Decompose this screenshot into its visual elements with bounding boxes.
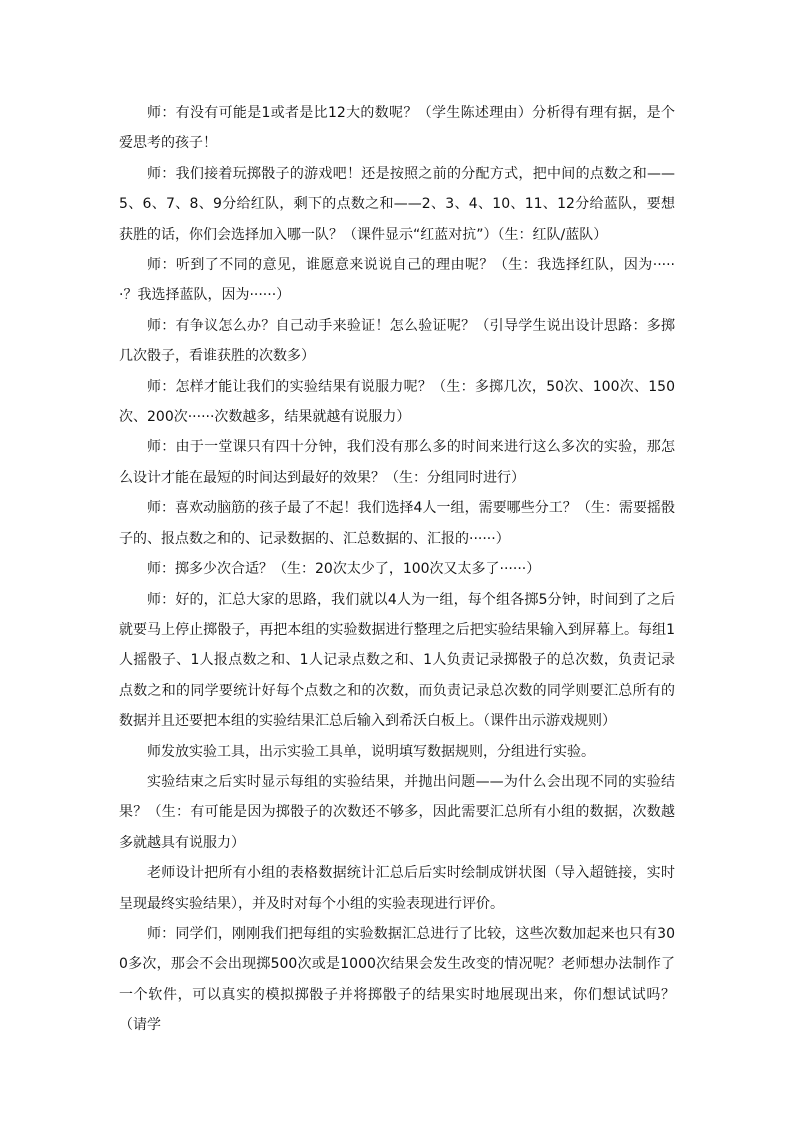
paragraph: 师：有没有可能是1或者是比12大的数呢？（学生陈述理由）分析得有理有据，是个爱思考的孩子！	[119, 105, 675, 152]
paragraph: 实验结束之后实时显示每组的实验结果，并抛出问题——为什么会出现不同的实验结果？（生：有可能是因为掷骰子的次数还不够多，因此需要汇总所有小组的数据，次数越多就越具有说服力）	[119, 773, 675, 851]
paragraph: 师：怎样才能让我们的实验结果有说服力呢？（生：多掷几次，50次、100次、150次、200次······次数越多，结果就越有说服力）	[119, 378, 675, 426]
paragraph: 师：同学们，刚刚我们把每组的实验数据汇总进行了比较，这些次数加起来也只有300多次，那会不会出现掷500次或是1000次结果会发生改变的情况呢？老师想办法制作了一个软件，可以真实的模拟掷骰子并将掷骰子的结果实时地展现出来，你们想试试吗？（请学	[119, 925, 675, 1034]
paragraph: 师：喜欢动脑筋的孩子最了不起！我们选择4人一组，需要哪些分工？（生：需要摇骰子的、报点数之和的、记录数据的、汇总数据的、汇报的······）	[119, 500, 675, 547]
paragraph: 师：好的，汇总大家的思路，我们就以4人为一组，每个组各掷5分钟，时间到了之后就要马上停止掷骰子，再把本组的实验数据进行整理之后把实验结果输入到屏幕上。每组1人摇骰子、1人报点数之和、1人记录点数之和、1人负责记录掷骰子的总次数，负责记录点数之和的同学要统计好每个点数之和的次数，而负责记录总次数的同学则要汇总所有的数据并且还要把本组的实验结果汇总后输入到希沃白板上。（课件出示游戏规则）	[119, 591, 675, 730]
document-body	[119, 98, 675, 1041]
paragraph: 师：听到了不同的意见，谁愿意来说说自己的理由呢？（生：我选择红队，因为······？我选择蓝队，因为······）	[119, 257, 675, 304]
paragraph: 师：由于一堂课只有四十分钟，我们没有那么多的时间来进行这么多次的实验，那怎么设计才能在最短的时间达到最好的效果？（生：分组同时进行）	[119, 439, 675, 486]
paragraph: 师发放实验工具，出示实验工具单，说明填写数据规则，分组进行实验。	[147, 743, 595, 760]
paragraph: 师：有争议怎么办？自己动手来验证！怎么验证呢？（引导学生说出设计思路：多掷几次骰子，看谁获胜的次数多）	[119, 317, 675, 365]
paragraph: 老师设计把所有小组的表格数据统计汇总后后实时绘制成饼状图（导入超链接，实时呈现最终实验结果），并及时对每个小组的实验表现进行评价。	[119, 865, 675, 912]
paragraph: 师：掷多少次合适？（生：20次太少了，100次又太多了······）	[147, 561, 541, 578]
paragraph: 师：我们接着玩掷骰子的游戏吧！还是按照之前的分配方式，把中间的点数之和——5、6、7、8、9分给红队，剩下的点数之和——2、3、4、10、11、12分给蓝队，要想获胜的话，你们会选择加入哪一队？（课件显示“红蓝对抗”）（生：红队/蓝队）	[119, 165, 675, 243]
